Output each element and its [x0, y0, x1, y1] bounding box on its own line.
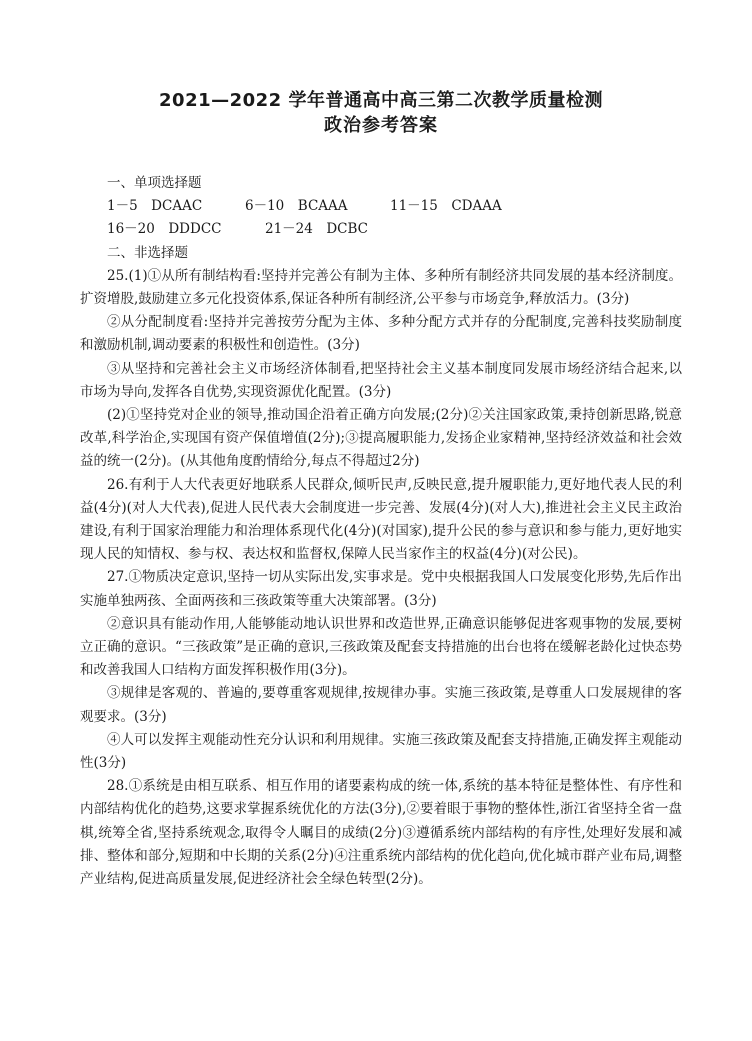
document-subtitle: 政治参考答案: [324, 115, 438, 136]
section-heading-open: 二、非选择题: [107, 244, 188, 261]
answer-paragraph: ②从分配制度看:坚持并完善按劳分配为主体、多种分配方式并存的分配制度,完善科技奖励制度和激励机制,调动要素的积极性和创造性。(3分): [80, 314, 682, 354]
document-title: 2021—2022 学年普通高中高三第二次教学质量检测: [159, 90, 603, 111]
answer-paragraph: 28.①系统是由相互联系、相互作用的诸要素构成的统一体,系统的基本特征是整体性、有序性和内部结构优化的趋势,这要求掌握系统优化的方法(3分),②要着眼于事物的整体性,浙江省坚持全省一盘棋,统筹全省,坚持系统观念,取得令人瞩目的成绩(2分)③遵循系统内部结构的有序性,处理好发展和减排、整体和部分,短期和中长期的关系(2分)④注重系统内部结构的优化趋向,优化城市群产业布局,调整产业结构,促进高质量发展,促进经济社会全绿色转型(2分)。: [80, 778, 682, 888]
answer-content: [80, 172, 682, 891]
choice-answer-group: 16－20 DDDCC: [107, 221, 222, 238]
answer-paragraph: ③规律是客观的、普遍的,要尊重客观规律,按规律办事。实施三孩政策,是尊重人口发展规律的客观要求。(3分): [80, 685, 682, 725]
answer-paragraph: 26.有利于人大代表更好地联系人民群众,倾听民声,反映民意,提升履职能力,更好地代表人民的利益(4分)(对人大代表),促进人民代表大会制度进一步完善、发展(4分)(对人大),推进社会主义民主政治建设,有利于国家治理能力和治理体系现代化(4分)(对国家),提升公民的参与意识和参与能力,更好地实现人民的知情权、参与权、表达权和监督权,保障人民当家作主的权益(4分)(对公民)。: [80, 476, 682, 563]
choice-answer-group: 11－15 CDAAA: [390, 198, 502, 215]
answer-paragraph: ③从坚持和完善社会主义市场经济体制看,把坚持社会主义基本制度同发展市场经济结合起来,以市场为导向,发挥各自优势,实现资源优化配置。(3分): [80, 360, 682, 400]
answer-paragraph: (2)①坚持党对企业的领导,推动国企沿着正确方向发展;(2分)②关注国家政策,秉持创新思路,锐意改革,科学治企,实现国有资产保值增值(2分);③提高履职能力,发扬企业家精神,坚持经济效益和社会效益的统一(2分)。(从其他角度酌情给分,每点不得超过2分): [80, 407, 682, 470]
choice-answer-group: 21－24 DCBC: [265, 221, 369, 238]
answer-paragraph: ②意识具有能动作用,人能够能动地认识世界和改造世界,正确意识能够促进客观事物的发展,要树立正确的意识。“三孩政策”是正确的意识,三孩政策及配套支持措施的出台也将在缓解老龄化过快态势和改善我国人口结构方面发挥积极作用(3分)。: [80, 615, 682, 679]
answer-paragraph: 25.(1)①从所有制结构看:坚持并完善公有制为主体、多种所有制经济共同发展的基本经济制度。扩资增股,鼓励建立多元化投资体系,保证各种所有制经济,公平参与市场竞争,释放活力。(3分): [80, 267, 682, 308]
choice-answers-row-1: [80, 195, 682, 218]
answer-paragraph: 27.①物质决定意识,坚持一切从实际出发,实事求是。党中央根据我国人口发展变化形势,先后作出实施单独两孩、全面两孩和三孩政策等重大决策部署。(3分): [80, 569, 682, 609]
choice-answers-row-2: [80, 218, 682, 241]
section-heading-choice: 一、单项选择题: [107, 175, 202, 191]
choice-answer-group: 1－5 DCAAC: [107, 198, 203, 215]
choice-answer-group: 6－10 BCAAA: [245, 198, 348, 215]
answer-paragraph: ④人可以发挥主观能动性充分认识和利用规律。实施三孩政策及配套支持措施,正确发挥主观能动性(3分): [80, 731, 682, 772]
